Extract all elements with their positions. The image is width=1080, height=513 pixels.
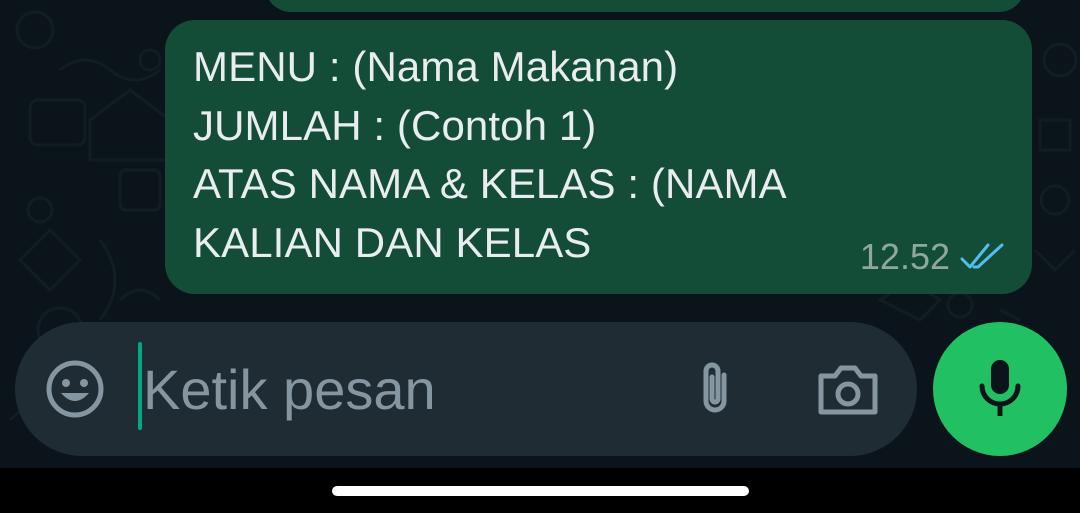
message-meta — [860, 236, 1006, 278]
home-indicator[interactable] — [332, 486, 749, 496]
camera-icon[interactable] — [817, 362, 879, 418]
text-caret — [138, 342, 142, 430]
microphone-icon — [975, 358, 1025, 420]
message-line: MENU : (Nama Makanan) — [193, 43, 679, 90]
message-composer — [15, 322, 917, 456]
emoji-icon[interactable] — [45, 359, 105, 419]
message-input[interactable] — [143, 349, 663, 429]
message-line: KALIAN DAN KELAS — [193, 218, 592, 266]
microphone-button[interactable] — [933, 322, 1067, 456]
message-line: JUMLAH : (Contoh 1) — [193, 101, 597, 149]
paperclip-icon[interactable] — [690, 357, 740, 421]
system-navigation-bar — [0, 468, 1080, 513]
message-text — [193, 38, 787, 272]
message-time: 12.52 — [859, 236, 950, 277]
outgoing-message-bubble[interactable] — [165, 20, 1032, 294]
previous-message-bubble — [265, 0, 1025, 12]
message-line: ATAS NAMA & KELAS : (NAMA — [193, 160, 787, 207]
double-check-read-icon — [960, 243, 1006, 271]
